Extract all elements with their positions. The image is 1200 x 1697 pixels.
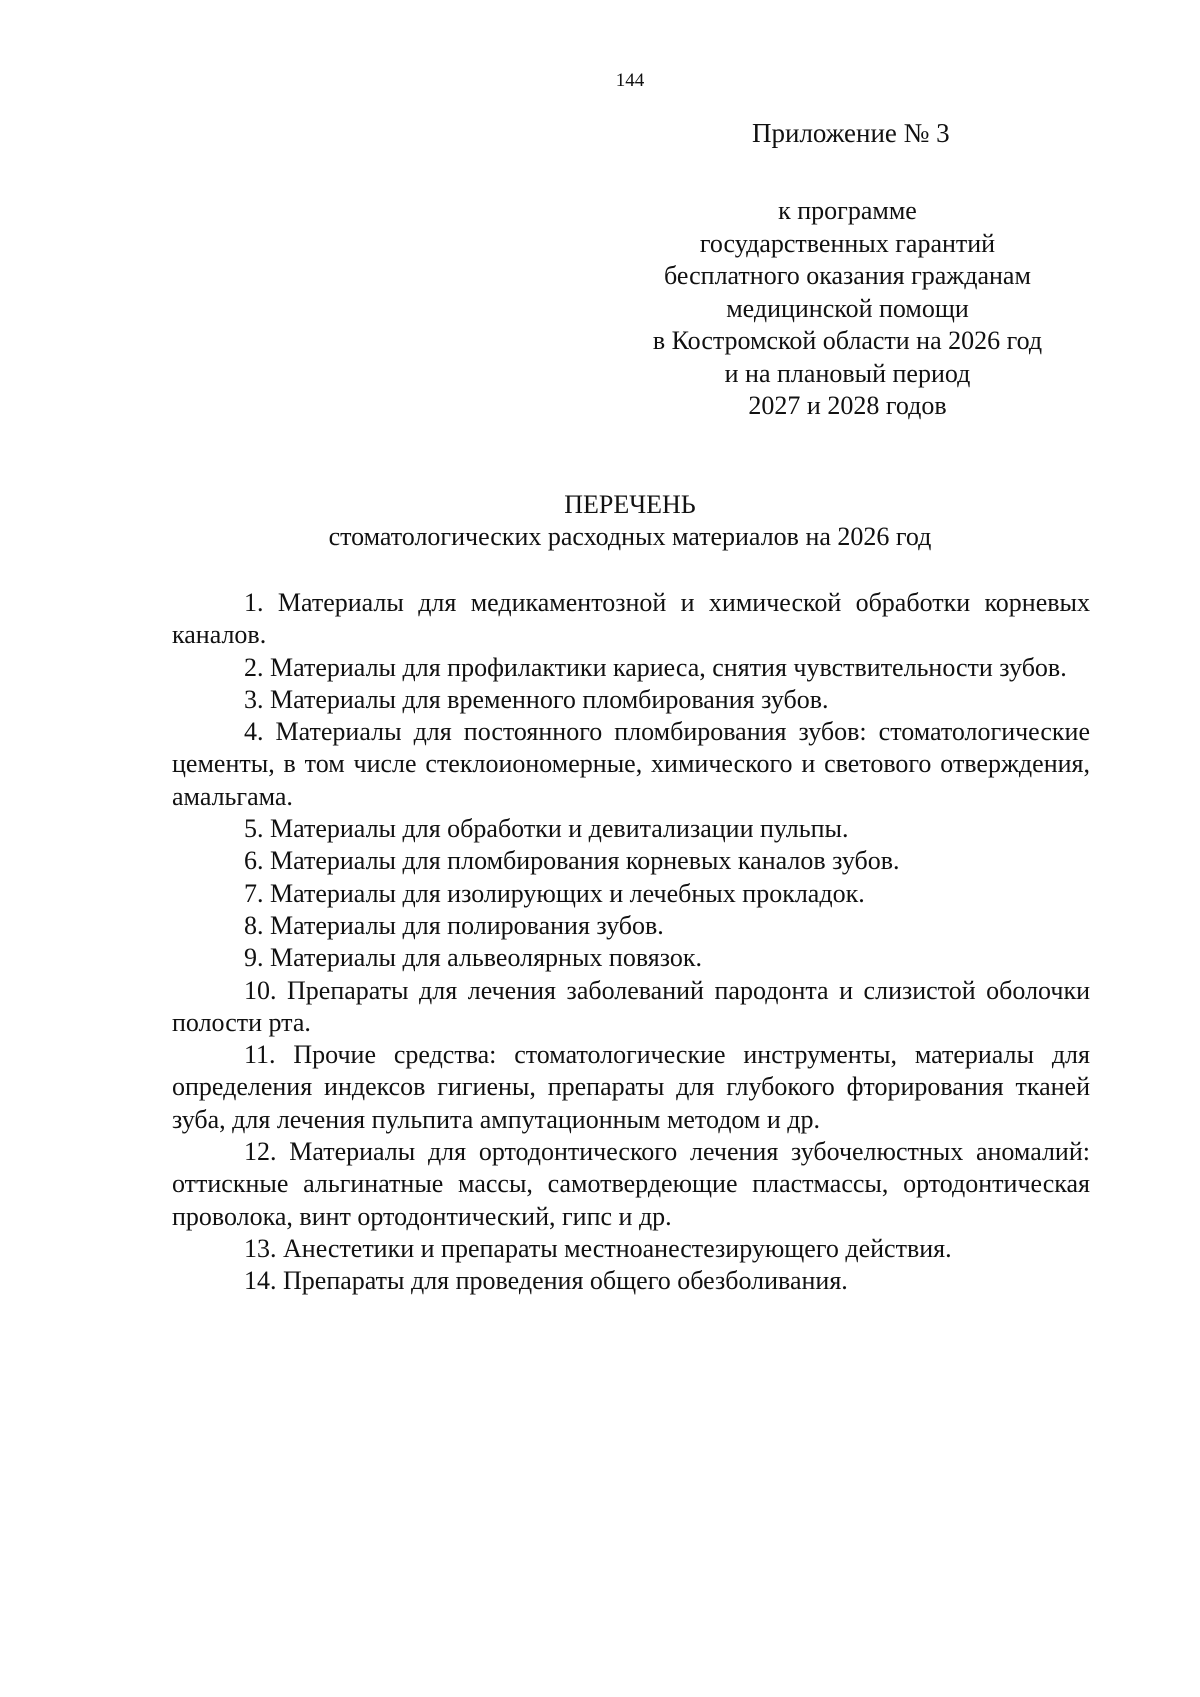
annex-subtitle-line: к программе xyxy=(778,196,917,225)
list-item: 12. Материалы для ортодонтического лечения зубочелюстных аномалий: оттискные альгинатные массы, самотвердеющие пластмассы, ортодонтическая проволока, винт ортодонтический, гипс и др. xyxy=(172,1137,1090,1231)
page-number: 144 xyxy=(615,70,645,91)
list-item: 10. Препараты для лечения заболеваний пародонта и слизистой оболочки полости рта. xyxy=(172,975,1090,1037)
annex-subtitle-line: и на плановый период xyxy=(724,358,971,388)
list-item: 8. Материалы для полирования зубов. xyxy=(244,910,664,940)
annex-subtitle-line: государственных гарантий xyxy=(699,228,996,258)
annex-subtitle xyxy=(630,195,1065,423)
materials-list xyxy=(172,587,1090,1298)
list-item: 6. Материалы для пломбирования корневых каналов зубов. xyxy=(244,846,900,876)
list-item: 11. Прочие средства: стоматологические инструменты, материалы для определения индексов гигиены, препараты для глубокого фторирования тканей зуба, для лечения пульпита ампутационным методом и др. xyxy=(172,1040,1090,1134)
list-item: 3. Материалы для временного пломбирования зубов. xyxy=(244,684,829,714)
list-item: 7. Материалы для изолирующих и лечебных прокладок. xyxy=(244,878,865,908)
document-title: ПЕРЕЧЕНЬ xyxy=(564,490,696,519)
annex-title: Приложение № 3 xyxy=(752,118,950,148)
annex-subtitle-line: медицинской помощи xyxy=(726,293,969,323)
list-item: 5. Материалы для обработки и девитализации пульпы. xyxy=(244,814,849,844)
list-item: 1. Материалы для медикаментозной и химической обработки корневых каналов. xyxy=(172,588,1090,650)
list-item: 4. Материалы для постоянного пломбирования зубов: стоматологические цементы, в том числе стеклоиономерные, химического и светового отверждения, амальгама. xyxy=(172,717,1090,811)
list-item: 9. Материалы для альвеолярных повязок. xyxy=(244,943,702,973)
list-item: 13. Анестетики и препараты местноанестезирующего действия. xyxy=(244,1233,952,1263)
annex-subtitle-line: в Костромской области на 2026 год xyxy=(652,326,1043,355)
annex-subtitle-line: 2027 и 2028 годов xyxy=(748,391,947,420)
annex-subtitle-line: бесплатного оказания гражданам xyxy=(664,261,1031,290)
list-item: 2. Материалы для профилактики кариеса, снятия чувствительности зубов. xyxy=(244,652,1067,682)
list-item: 14. Препараты для проведения общего обезболивания. xyxy=(244,1266,848,1296)
document-subtitle: стоматологических расходных материалов на 2026 год xyxy=(328,522,932,551)
